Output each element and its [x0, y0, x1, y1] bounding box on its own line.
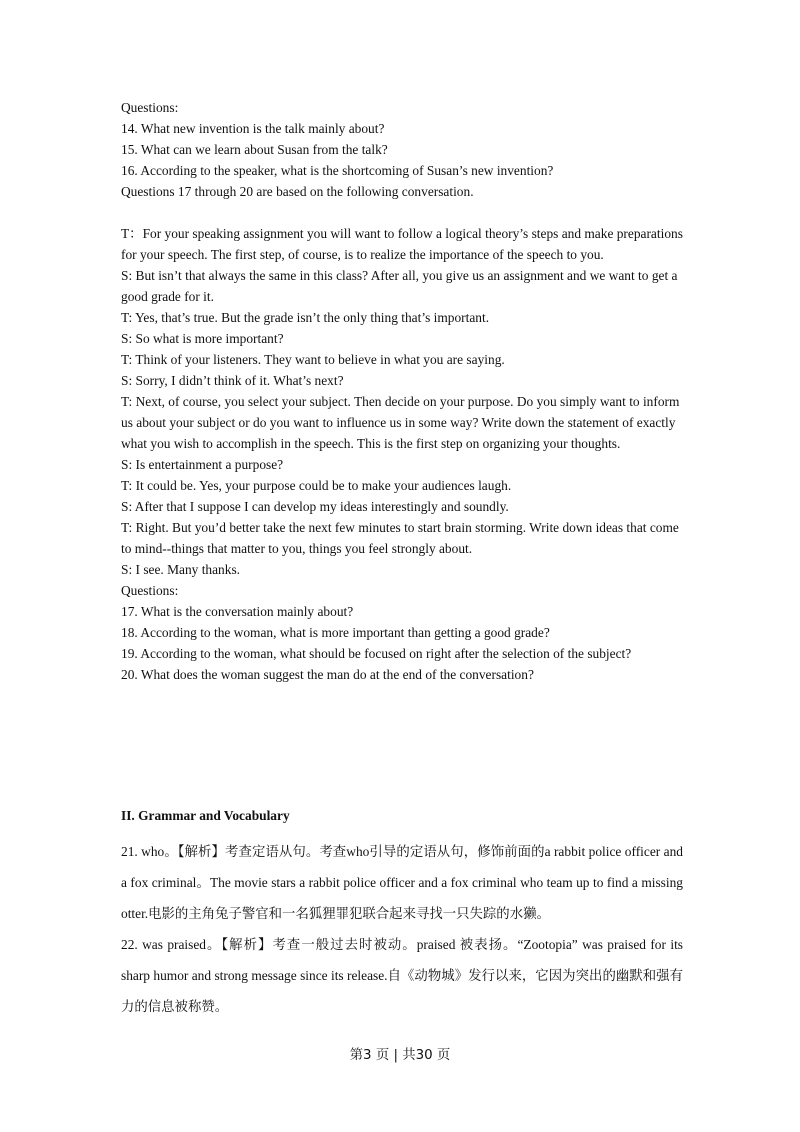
conversation-line: T: Right. But you’d better take the next few minutes to start brain storming. Write down ideas that come to mind--things that matter to you, things you feel strongly about.	[121, 520, 679, 556]
conversation-line: S: But isn’t that always the same in this class? After all, you give us an assignment and we want to get a good grade for it.	[121, 268, 678, 304]
answer-item: 22. was praised。【解析】考查一般过去时被动。praised 被表扬。“Zootopia” was praised for its sharp humor and strong message since its release.自《动物城》发行以来，它因为突出的幽默和强有力的信息被称赞。	[121, 937, 683, 1014]
questions-heading: Questions:	[121, 100, 179, 115]
question-item: 18. According to the woman, what is more important than getting a good grade?	[121, 625, 550, 640]
conversation-line: S: Is entertainment a purpose?	[121, 457, 284, 472]
conversation-line: S: So what is more important?	[121, 331, 284, 346]
conversation-line: S: After that I suppose I can develop my ideas interestingly and soundly.	[121, 499, 509, 514]
conversation-line: T: Yes, that’s true. But the grade isn’t the only thing that’s important.	[121, 310, 490, 325]
conversation-line: S: Sorry, I didn’t think of it. What’s next?	[121, 373, 344, 388]
question-item: 16. According to the speaker, what is the shortcoming of Susan’s new invention?	[121, 163, 554, 178]
question-item: 19. According to the woman, what should be focused on right after the selection of the subject?	[121, 646, 632, 661]
conversation-transcript	[121, 223, 686, 685]
answer-item: 21. who。【解析】考查定语从句。考查who引导的定语从句，修饰前面的a rabbit police officer and a fox criminal。The movie stars a rabbit police officer and a fox criminal who team up to find a missing otter.电影的主角兔子警官和一名狐狸罪犯联合起来寻找一只失踪的水獭。	[121, 844, 683, 921]
page-footer: 第3 页 | 共30 页	[349, 1048, 451, 1063]
conversation-intro: Questions 17 through 20 are based on the following conversation.	[121, 184, 474, 199]
question-item: 17. What is the conversation mainly about?	[121, 604, 354, 619]
conversation-line: T: It could be. Yes, your purpose could be to make your audiences laugh.	[121, 478, 512, 493]
conversation-line: S: I see. Many thanks.	[121, 562, 241, 577]
questions-heading: Questions:	[121, 583, 179, 598]
conversation-line: T：For your speaking assignment you will want to follow a logical theory’s steps and make preparations for your speech. The first step, of course, is to realize the importance of the speech to you.	[121, 226, 683, 262]
question-item: 20. What does the woman suggest the man do at the end of the conversation?	[121, 667, 534, 682]
conversation-line: T: Next, of course, you select your subject. Then decide on your purpose. Do you simply want to inform us about your subject or do you want to influence us in some way? Write down the statement of exactly what you wish to accomplish in the speech. This is the first step on organizing your thoughts.	[121, 394, 680, 451]
grammar-answers	[121, 836, 683, 1022]
conversation-line: T: Think of your listeners. They want to believe in what you are saying.	[121, 352, 505, 367]
section-heading: II. Grammar and Vocabulary	[121, 808, 290, 823]
listening-questions-14-16	[121, 97, 686, 202]
question-item: 15. What can we learn about Susan from the talk?	[121, 142, 388, 157]
question-item: 14. What new invention is the talk mainly about?	[121, 121, 385, 136]
